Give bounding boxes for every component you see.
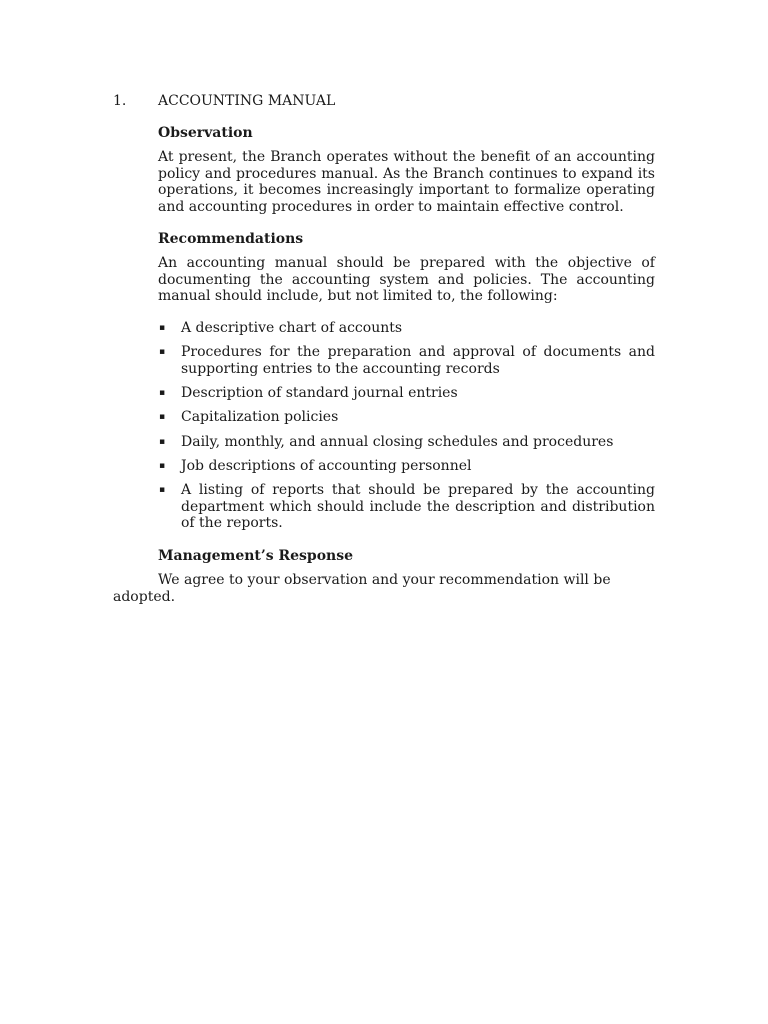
list-item <box>158 409 655 426</box>
management-response-title: Management’s Response <box>158 548 354 564</box>
recommendations-title: Recommendations <box>158 231 304 247</box>
list-item-text: A descriptive chart of accounts <box>181 320 403 336</box>
list-item <box>158 344 655 377</box>
list-item <box>158 434 655 451</box>
bullet-square-icon: ▪ <box>159 323 166 333</box>
bullet-square-icon: ▪ <box>159 388 166 399</box>
section-number: 1. <box>113 93 127 109</box>
section-heading <box>113 93 673 111</box>
list-item <box>158 320 655 337</box>
list-item-text: Description of standard journal entries <box>181 385 458 402</box>
list-item <box>158 458 655 475</box>
recommendations-paragraph: An accounting manual should be prepared with the objective of documenting the accounting system and policies. The accounting manual should include, but not limited to, the following: <box>158 255 655 304</box>
list-item-text: Job descriptions of accounting personnel <box>181 457 472 474</box>
list-item <box>158 482 655 532</box>
observation-paragraph: At present, the Branch operates without the benefit of an accounting policy and procedures manual. As the Branch continues to expand its operations, it becomes increasingly important to formalize operating and accounting procedures in order to maintain effective control. <box>158 149 655 215</box>
observation-title: Observation <box>158 125 253 141</box>
bullet-square-icon: ▪ <box>159 460 166 471</box>
list-item-text: Procedures for the preparation and approval of documents and supporting entries to the accounting records <box>181 344 655 377</box>
list-item-text: Capitalization policies <box>181 409 339 426</box>
section-title: ACCOUNTING MANUAL <box>158 93 336 109</box>
bullet-square-icon: ▪ <box>159 347 166 358</box>
bullet-square-icon: ▪ <box>159 436 166 447</box>
list-item <box>158 385 655 402</box>
list-item-text: A listing of reports that should be prepared by the accounting department which should include the description and distribution of the reports. <box>181 482 655 532</box>
bullet-square-icon: ▪ <box>159 485 166 496</box>
bullet-square-icon: ▪ <box>159 412 166 423</box>
management-response-paragraph: We agree to your observation and your recommendation will be adopted. <box>113 572 611 605</box>
recommendations-list <box>158 320 655 540</box>
list-item-text: Daily, monthly, and annual closing schedules and procedures <box>181 433 614 450</box>
